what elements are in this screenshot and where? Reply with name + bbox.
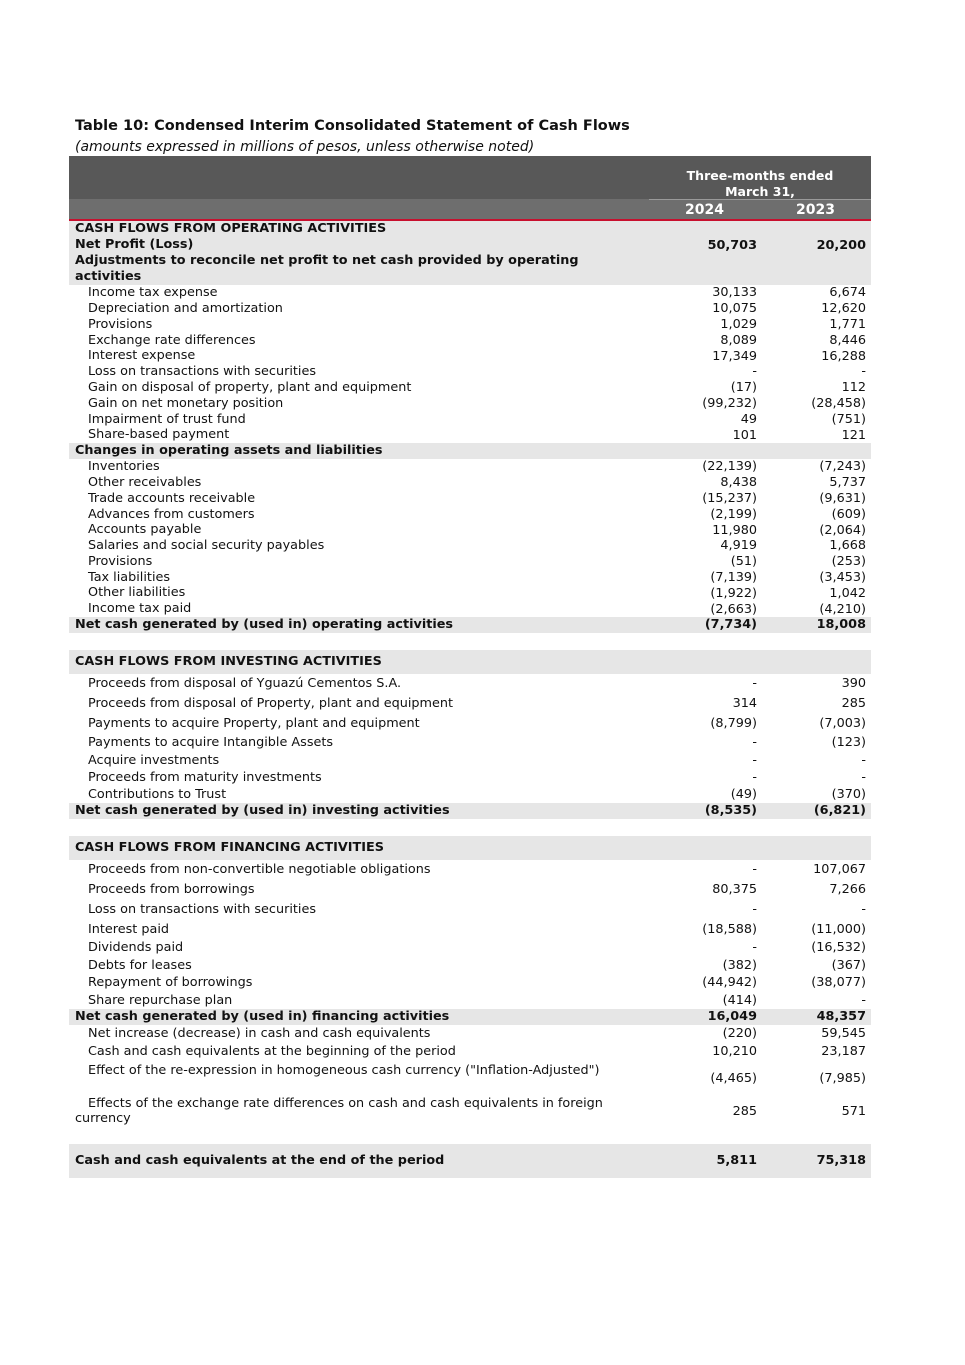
section-header-row: [69, 221, 871, 237]
value-2023: -: [861, 364, 866, 380]
table-row: [69, 992, 871, 1009]
table-row: [69, 957, 871, 974]
table-row: [69, 1062, 871, 1095]
value-2023: (7,985): [819, 1070, 866, 1086]
value-2023: (370): [831, 786, 866, 802]
table-body: [69, 221, 871, 1178]
value-2024: (7,139): [710, 569, 757, 585]
row-label: Debts for leases: [88, 957, 192, 973]
table-row: [69, 396, 871, 412]
value-2024: 49: [740, 411, 757, 427]
value-2024: 4,919: [720, 538, 757, 554]
value-2023: (751): [831, 411, 866, 427]
value-2023: (4,210): [819, 601, 866, 617]
row-label: Acquire investments: [88, 752, 220, 768]
table-row: [69, 332, 871, 348]
value-2023: 23,187: [821, 1044, 866, 1060]
value-2024: (4,465): [710, 1070, 757, 1086]
row-label: Impairment of trust fund: [88, 411, 246, 427]
value-2023: 1,042: [829, 585, 866, 601]
table-row: [69, 237, 871, 253]
value-2024: 8,089: [720, 332, 757, 348]
section-header-row: [69, 253, 871, 285]
value-2024: (18,588): [702, 921, 757, 937]
row-label: Net cash generated by (used in) financing activities: [75, 1009, 450, 1025]
table-row: [69, 734, 871, 752]
value-2024: (220): [722, 1025, 757, 1041]
table-row: [69, 786, 871, 803]
value-2024: (17): [730, 380, 757, 396]
value-2024: (51): [730, 554, 757, 570]
table-row: [69, 506, 871, 522]
table-row: [69, 860, 871, 880]
row-label: Gain on disposal of property, plant and equipment: [88, 379, 412, 395]
table-row: [69, 475, 871, 491]
value-2023: (2,064): [819, 522, 866, 538]
row-label: Proceeds from maturity investments: [88, 769, 322, 785]
value-2023: 8,446: [829, 332, 866, 348]
table-row: [69, 364, 871, 380]
value-2023: (6,821): [813, 803, 866, 819]
table-row: [69, 1009, 871, 1025]
year-2023-header: 2023: [796, 202, 835, 218]
value-2023: 5,737: [829, 475, 866, 491]
row-label: Proceeds from disposal of Property, plant and equipment: [88, 696, 454, 712]
row-label: Changes in operating assets and liabilities: [75, 443, 383, 459]
value-2023: 112: [841, 380, 866, 396]
row-label: Payments to acquire Intangible Assets: [88, 735, 334, 751]
row-label: Tax liabilities: [88, 569, 171, 585]
table-title: Table 10: Condensed Interim Consolidated Statement of Cash Flows: [75, 118, 630, 134]
table-row: [69, 920, 871, 939]
row-label: Net cash generated by (used in) operating activities: [75, 617, 454, 633]
row-label: Repayment of borrowings: [88, 975, 253, 991]
value-2024: (49): [730, 786, 757, 802]
value-2023: 6,674: [829, 285, 866, 301]
row-label: CASH FLOWS FROM INVESTING ACTIVITIES: [75, 654, 382, 670]
value-2024: -: [752, 364, 757, 380]
value-2024: (2,663): [710, 601, 757, 617]
value-2024: 314: [732, 696, 757, 712]
table-row: [69, 939, 871, 957]
table-row: [69, 348, 871, 364]
table-row: [69, 674, 871, 694]
table-row: [69, 752, 871, 769]
value-2023: (28,458): [811, 395, 866, 411]
row-label: Interest expense: [88, 348, 196, 364]
row-label: Effects of the exchange rate differences on cash and cash equivalents in foreign currency: [75, 1095, 603, 1127]
value-2023: (7,003): [819, 716, 866, 732]
row-label: CASH FLOWS FROM OPERATING ACTIVITIES: [75, 221, 387, 237]
cash-flow-table: [69, 156, 871, 1178]
value-2023: (38,077): [811, 975, 866, 991]
row-label: Loss on transactions with securities: [88, 902, 317, 918]
value-2023: 107,067: [813, 862, 866, 878]
table-row: [69, 459, 871, 475]
row-label: Income tax expense: [88, 285, 218, 301]
section-header-row: [69, 650, 871, 674]
value-2024: 50,703: [707, 237, 757, 253]
section-header-row: [69, 443, 871, 459]
row-label: Other liabilities: [88, 585, 186, 601]
row-label: Depreciation and amortization: [88, 300, 283, 316]
value-2023: 1,668: [829, 538, 866, 554]
row-label: Dividends paid: [88, 940, 184, 956]
table-row: [69, 617, 871, 633]
row-label: Inventories: [88, 459, 160, 475]
table-header-years: [69, 199, 871, 221]
row-label: Interest paid: [88, 921, 170, 937]
table-row: [69, 411, 871, 427]
value-2024: 10,075: [712, 301, 757, 317]
row-label: Net increase (decrease) in cash and cash equivalents: [88, 1025, 431, 1041]
table-row: [69, 714, 871, 734]
value-2024: 101: [732, 427, 757, 443]
spacer-row: [69, 819, 871, 836]
value-2023: 48,357: [816, 1009, 866, 1025]
spacer-row: [69, 1128, 871, 1144]
value-2024: (2,199): [710, 506, 757, 522]
table-row: [69, 601, 871, 617]
value-2023: (9,631): [819, 490, 866, 506]
value-2023: 75,318: [816, 1153, 866, 1169]
value-2023: 121: [841, 427, 866, 443]
total-row: [69, 1144, 871, 1178]
row-label: Provisions: [88, 553, 153, 569]
row-label: Gain on net monetary position: [88, 395, 284, 411]
value-2024: (7,734): [704, 617, 757, 633]
value-2023: 59,545: [821, 1025, 866, 1041]
value-2023: 16,288: [821, 348, 866, 364]
value-2024: (1,922): [710, 585, 757, 601]
value-2024: 11,980: [712, 522, 757, 538]
value-2024: (8,799): [710, 716, 757, 732]
value-2023: -: [861, 769, 866, 785]
table-row: [69, 570, 871, 586]
row-label: Net cash generated by (used in) investing activities: [75, 803, 450, 819]
value-2024: 8,438: [720, 475, 757, 491]
row-label: Share repurchase plan: [88, 992, 233, 1008]
value-2024: 285: [732, 1103, 757, 1119]
table-row: [69, 900, 871, 920]
value-2023: 1,771: [829, 316, 866, 332]
value-2023: 20,200: [816, 237, 866, 253]
table-subtitle: (amounts expressed in millions of pesos, unless otherwise noted): [75, 139, 535, 155]
value-2024: 17,349: [712, 348, 757, 364]
table-row: [69, 1025, 871, 1042]
table-row: [69, 1042, 871, 1062]
table-row: [69, 491, 871, 507]
table-row: [69, 1095, 871, 1128]
value-2024: -: [752, 752, 757, 768]
value-2024: -: [752, 902, 757, 918]
value-2024: -: [752, 769, 757, 785]
row-label: Payments to acquire Property, plant and equipment: [88, 716, 420, 732]
value-2023: (609): [831, 506, 866, 522]
value-2023: (367): [831, 957, 866, 973]
value-2023: 12,620: [821, 301, 866, 317]
value-2024: (414): [722, 992, 757, 1008]
table-row: [69, 538, 871, 554]
value-2024: (15,237): [702, 490, 757, 506]
row-label: Adjustments to reconcile net profit to net cash provided by operating activities: [75, 253, 579, 284]
year-2024-header: 2024: [685, 202, 724, 218]
value-2024: 16,049: [707, 1009, 757, 1025]
value-2024: -: [752, 862, 757, 878]
value-2024: (22,139): [702, 459, 757, 475]
value-2024: (44,942): [702, 975, 757, 991]
table-row: [69, 554, 871, 570]
row-label: Accounts payable: [88, 522, 202, 538]
period-label: Three-months ended March 31,: [686, 168, 834, 199]
table-row: [69, 285, 871, 301]
row-label: Contributions to Trust: [88, 786, 227, 802]
value-2024: 1,029: [720, 316, 757, 332]
section-header-row: [69, 836, 871, 860]
value-2023: -: [861, 752, 866, 768]
value-2024: (382): [722, 957, 757, 973]
value-2023: (253): [831, 554, 866, 570]
table-row: [69, 585, 871, 601]
value-2024: 80,375: [712, 882, 757, 898]
row-label: Proceeds from borrowings: [88, 882, 255, 898]
value-2024: (8,535): [704, 803, 757, 819]
value-2023: (123): [831, 735, 866, 751]
value-2024: -: [752, 676, 757, 692]
table-row: [69, 522, 871, 538]
value-2023: 18,008: [816, 617, 866, 633]
table-header-period: [69, 156, 871, 199]
row-label: Proceeds from non-convertible negotiable obligations: [88, 862, 431, 878]
table-row: [69, 974, 871, 992]
row-label: Exchange rate differences: [88, 332, 256, 348]
row-label: Loss on transactions with securities: [88, 364, 317, 380]
row-label: Provisions: [88, 316, 153, 332]
value-2023: -: [861, 902, 866, 918]
value-2023: -: [861, 992, 866, 1008]
row-label: Income tax paid: [88, 601, 192, 617]
value-2024: 30,133: [712, 285, 757, 301]
value-2023: 571: [841, 1103, 866, 1119]
value-2023: 390: [841, 676, 866, 692]
row-label: Cash and cash equivalents at the end of the period: [75, 1153, 445, 1169]
value-2024: 10,210: [712, 1044, 757, 1060]
value-2024: 5,811: [716, 1153, 757, 1169]
row-label: Salaries and social security payables: [88, 538, 325, 554]
table-row: [69, 880, 871, 900]
value-2024: -: [752, 940, 757, 956]
row-label: Other receivables: [88, 474, 202, 490]
row-label: Trade accounts receivable: [88, 490, 256, 506]
value-2024: -: [752, 735, 757, 751]
value-2023: 285: [841, 696, 866, 712]
table-row: [69, 317, 871, 333]
table-row: [69, 769, 871, 786]
row-label: Proceeds from disposal of Yguazú Cementos S.A.: [88, 676, 402, 692]
row-label: Advances from customers: [88, 506, 255, 522]
value-2023: 7,266: [829, 882, 866, 898]
row-label: Share-based payment: [88, 427, 230, 443]
row-label: Net Profit (Loss): [75, 237, 194, 253]
value-2023: (16,532): [811, 940, 866, 956]
row-label: CASH FLOWS FROM FINANCING ACTIVITIES: [75, 840, 384, 856]
table-row: [69, 380, 871, 396]
spacer-row: [69, 633, 871, 650]
value-2024: (99,232): [702, 395, 757, 411]
row-label: Cash and cash equivalents at the beginning of the period: [88, 1044, 456, 1060]
value-2023: (11,000): [811, 921, 866, 937]
value-2023: (3,453): [819, 569, 866, 585]
table-row: [69, 427, 871, 443]
value-2023: (7,243): [819, 459, 866, 475]
table-row: [69, 301, 871, 317]
table-row: [69, 694, 871, 714]
row-label: Effect of the re-expression in homogeneous cash currency ("Inflation-Adjusted"): [88, 1062, 600, 1078]
table-row: [69, 803, 871, 819]
